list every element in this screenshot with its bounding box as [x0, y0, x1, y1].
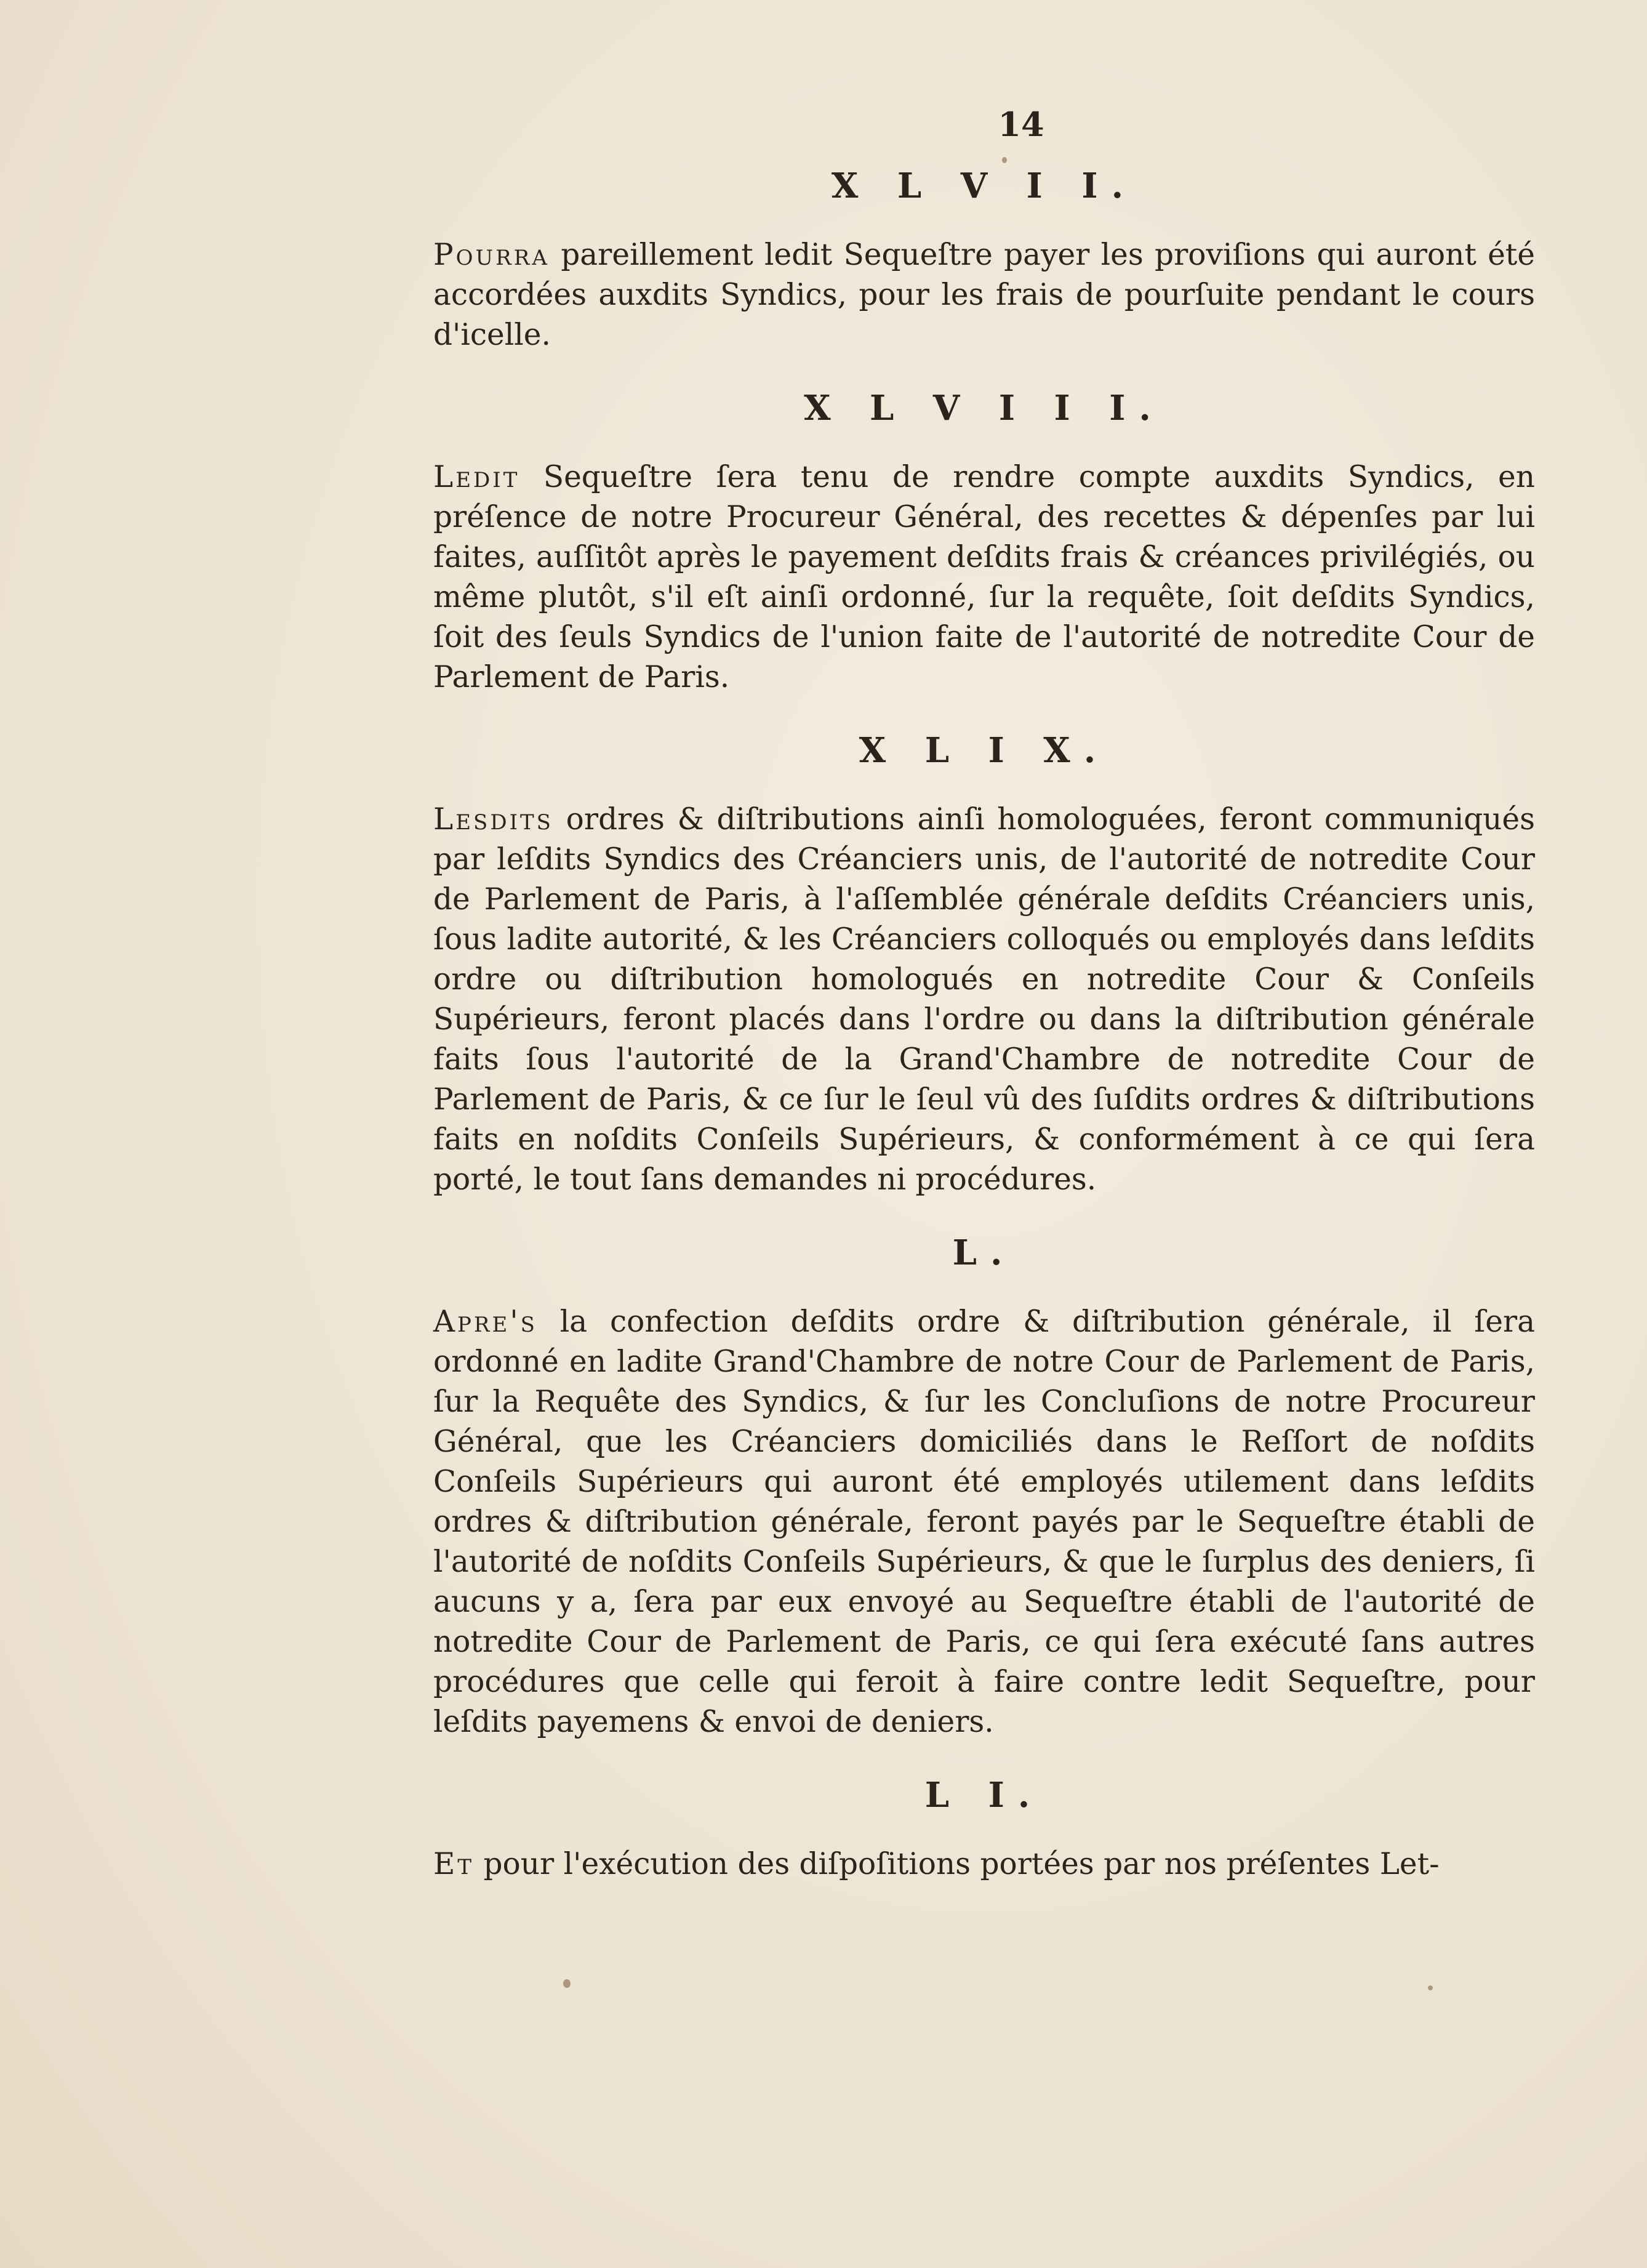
article-text [433, 235, 1535, 355]
article-heading: L. [952, 1233, 1016, 1273]
page-number: 14 [998, 105, 1044, 144]
article-text [433, 1302, 1535, 1742]
article-heading: X L I X. [859, 730, 1110, 771]
article-body: Sequeſtre ſera tenu de rendre compte auxdits Syndics, en préſence de notre Procureur Général, des recettes & dépenſes par lui faites, auſſitôt après le payement deſdits frais & créances privilégiés, ou même plutôt, s'il eſt ainſi ordonné, ſur la requête, ſoit deſdits Syndics, ſoit des ſeuls Syndics de l'union faite de l'autorité de notredite Cour de Parlement de Paris. [433, 460, 1535, 694]
ink-spot [1002, 157, 1007, 163]
article-text [433, 457, 1535, 698]
ink-spot [563, 1979, 571, 1988]
article-lead-word: Et [433, 1847, 475, 1881]
article-50 [433, 1233, 1535, 1742]
article-heading: X L V I I. [831, 166, 1137, 206]
article-heading: X L V I I I. [804, 388, 1164, 428]
page-content [433, 105, 1535, 1920]
article-lead-word: Lesdits [433, 802, 553, 837]
article-49 [433, 730, 1535, 1200]
article-text [433, 1844, 1535, 1884]
article-51 [433, 1775, 1535, 1884]
article-47 [433, 166, 1535, 355]
article-lead-word: Apre's [433, 1305, 537, 1339]
article-text [433, 800, 1535, 1200]
article-body: pour l'exécution des diſpoſitions portées par nos préſentes Let- [474, 1847, 1440, 1881]
article-body: ordres & diſtributions ainſi homologuées, feront communiqués par leſdits Syndics des Créanciers unis, de l'autorité de notredite Cour de Parlement de Paris, à l'aſſemblée générale deſdits Créanciers unis, ſous ladite autorité, & les Créanciers colloqués ou employés dans leſdits ordre ou diſtribution homologués en notredite Cour & Conſeils Supérieurs, feront placés dans l'ordre ou dans la diſtribution générale faits ſous l'autorité de la Grand'Chambre de notredite Cour de Parlement de Paris, & ce ſur le ſeul vû des ſuſdits ordres & diſtributions faits en noſdits Conſeils Supérieurs, & conformément à ce qui ſera porté, le tout ſans demandes ni procédures. [433, 802, 1535, 1197]
article-body: pareillement ledit Sequeſtre payer les proviſions qui auront été accordées auxdits Syndics, pour les frais de pourſuite pendant le cours d'icelle. [433, 238, 1535, 352]
ink-spot [1428, 1985, 1433, 1990]
article-lead-word: Pourra [433, 238, 550, 272]
article-lead-word: Ledit [433, 460, 520, 494]
article-heading: L I. [924, 1775, 1044, 1816]
article-body: la confection deſdits ordre & diſtribution générale, il ſera ordonné en ladite Grand'Chambre de notre Cour de Parlement de Paris, ſur la Requête des Syndics, & ſur les Concluſions de notre Procureur Général, que les Créanciers domiciliés dans le Reſſort de noſdits Conſeils Supérieurs qui auront été employés utilement dans leſdits ordres & diſtribution générale, feront payés par le Sequeſtre établi de l'autorité de noſdits Conſeils Supérieurs, & que le ſurplus des deniers, ſi aucuns y a, ſera par eux envoyé au Sequeſtre établi de l'autorité de notredite Cour de Parlement de Paris, ce qui ſera exécuté ſans autres procédures que celle qui feroit à faire contre ledit Sequeſtre, pour leſdits payemens & envoi de deniers. [433, 1305, 1535, 1739]
article-48 [433, 388, 1535, 698]
